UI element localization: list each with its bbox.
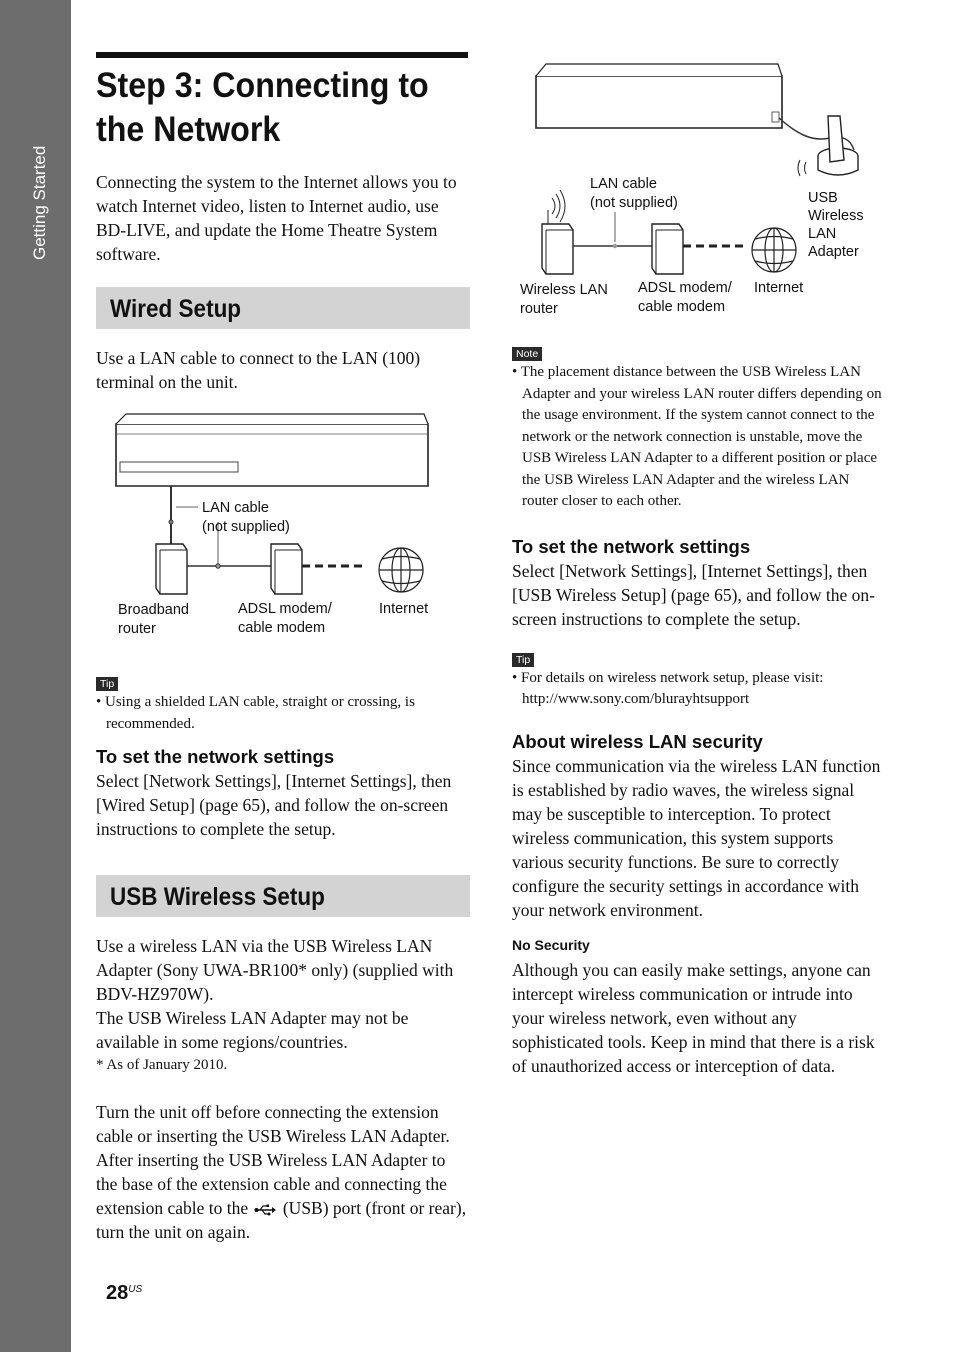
home-theatre-unit [536, 64, 782, 128]
usb-text-2: The USB Wireless LAN Adapter may not be available in some regions/countries. [96, 1008, 409, 1052]
wired-settings-text: Select [Network Settings], [Internet Settings], then [Wired Setup] (page 65), and follow the on-screen instructions to complete the setup. [96, 771, 452, 839]
wireless-diagram [512, 52, 884, 324]
note-text: • The placement distance between the USB Wireless LAN Adapter and your wireless LAN router differs depending on the usage environment. If the system cannot connect to the network or the network connection is unstable, move the USB Wireless LAN Adapter to a different position or place the USB Wireless LAN Adapter and the wireless LAN router closer to each other. [512, 364, 882, 509]
section-wired-setup: Wired Setup [96, 287, 470, 329]
broadband-router-label-2: router [118, 621, 156, 637]
intro-text: Connecting the system to the Internet allows you to watch Internet video, listen to Internet audio, use BD-LIVE, and update the Home Theatre System software. [96, 172, 457, 264]
title-rule [96, 52, 468, 58]
support-url: http://www.sony.com/blurayhtsupport [522, 691, 750, 707]
wired-settings-heading: To set the network settings [96, 746, 335, 767]
no-security-text: Although you can easily make settings, anyone can intercept wireless communication or intrude into your wireless network, even without any sophisticated tools. Keep in mind that there is a risk of unauthorized access or interception of data. [512, 959, 875, 1076]
wired-tip-text: • Using a shielded LAN cable, straight or crossing, is recommended. [96, 694, 415, 732]
tip-badge: Tip [96, 677, 118, 691]
globe-icon [379, 548, 423, 592]
wireless-cable-label-1: LAN cable [590, 176, 657, 192]
wired-cable-label-1: LAN cable [202, 500, 269, 516]
wired-cable-label-2: (not supplied) [202, 519, 290, 535]
sidebar-tab [0, 0, 71, 1352]
wifi-signal-icon [548, 190, 565, 224]
page-number: $28^{US}$ [106, 1282, 143, 1304]
wireless-internet-label: Internet [754, 280, 804, 296]
wireless-modem-label-2: cable modem [638, 299, 726, 315]
adapter-label-1: USB [808, 190, 838, 206]
right-column [512, 52, 884, 1078]
broadband-router-label-1: Broadband [118, 602, 189, 618]
wireless-router-label-2: router [520, 301, 558, 317]
wired-text: Use a LAN cable to connect to the LAN (100) terminal on the unit. [96, 348, 421, 392]
adsl-modem-box [652, 224, 683, 274]
usb-wireless-adapter [798, 116, 858, 176]
wireless-cable-label-2: (not supplied) [590, 195, 678, 211]
wired-diagram [96, 404, 470, 654]
left-column [96, 52, 470, 1244]
wireless-router-box [542, 224, 573, 274]
wireless-tip-text: • For details on wireless network setup, please visit: [512, 669, 824, 686]
wireless-router-label-1: Wireless LAN [520, 282, 608, 298]
broadband-router-box [156, 544, 187, 594]
adapter-label-4: Adapter [808, 244, 859, 260]
tip-badge: Tip [512, 653, 534, 667]
usb-text-3: Turn the unit off before connecting the extension cable or inserting the USB Wireless LAN Adapter. After inserting the USB Wireless LAN Adapter to the base of the extension cable and connecting the extension cable to the (USB) port (front or rear), turn the unit on again. [96, 1102, 467, 1242]
adapter-label-2: Wireless [808, 208, 864, 224]
page-title: Step 3: Connecting to the Network [96, 66, 429, 149]
usb-icon [254, 1204, 276, 1216]
adsl-modem-box [271, 544, 302, 594]
wired-modem-label-1: ADSL modem/ [238, 601, 332, 617]
security-heading: About wireless LAN security [512, 730, 763, 752]
wired-internet-label: Internet [379, 601, 429, 617]
section-usb-wireless-setup: USB Wireless Setup [96, 875, 470, 917]
security-text: Since communication via the wireless LAN function is established by radio waves, the wireless signal may be susceptible to interception. To protect wireless communication, this system supports various security functions. Be sure to correctly configure the security settings in accordance with your network environment. [512, 755, 881, 920]
wireless-settings-text: Select [Network Settings], [Internet Settings], then [USB Wireless Setup] (page 65), and follow the on-screen instructions to complete the setup. [512, 560, 875, 629]
sidebar-label: Getting Started [30, 145, 49, 260]
adapter-label-3: LAN [808, 226, 837, 242]
home-theatre-unit [116, 414, 428, 486]
usb-text-1: Use a wireless LAN via the USB Wireless LAN Adapter (Sony UWA-BR100* only) (supplied with BDV-HZ970W). [96, 936, 454, 1004]
globe-icon [752, 228, 796, 272]
wired-modem-label-2: cable modem [238, 620, 326, 636]
wireless-settings-heading: To set the network settings [512, 535, 751, 557]
wireless-modem-label-1: ADSL modem/ [638, 280, 732, 296]
usb-footnote: * As of January 2010. [96, 1057, 228, 1073]
no-security-heading: No Security [512, 936, 590, 953]
note-badge: Note [512, 347, 542, 361]
